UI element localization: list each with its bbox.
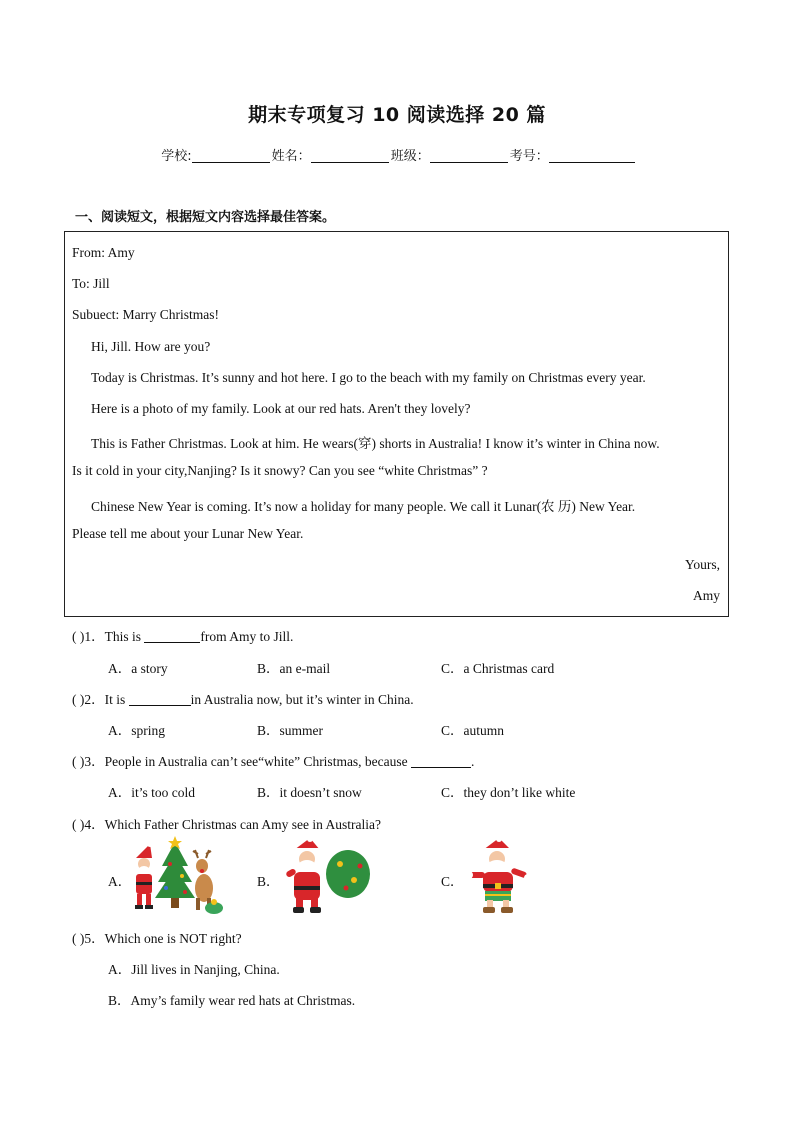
answer-paren[interactable]: ( ): [72, 817, 85, 832]
letter-from: From: Amy: [72, 245, 135, 260]
option-4a[interactable]: A．: [108, 874, 132, 889]
question-stem: 2．It is: [84, 692, 129, 707]
letter-paragraph-3: Here is a photo of my family. Look at our red hats. Aren't they lovely?: [91, 401, 471, 416]
name-field[interactable]: [311, 148, 389, 163]
option-3a[interactable]: A．it’s too cold: [108, 785, 195, 800]
option-3c[interactable]: C．they don’t like white: [441, 785, 576, 800]
reindeer-icon: [193, 850, 213, 910]
question-stem-end: in Australia now, but it’s winter in China.: [190, 692, 414, 707]
question-4: [72, 813, 381, 833]
letter-signature: Amy: [693, 588, 720, 603]
letter-paragraph-1: Hi, Jill. How are you?: [91, 339, 211, 354]
shorts-icon: [485, 891, 511, 901]
option-2b[interactable]: B．summer: [257, 723, 323, 738]
option-5b[interactable]: B．Amy’s family wear red hats at Christmas.: [108, 993, 356, 1008]
boots-icon: [483, 900, 513, 913]
exam-number-label: 考号：: [509, 149, 549, 164]
option-3b[interactable]: B．it doesn’t snow: [257, 785, 362, 800]
name-label: 姓名：: [271, 149, 311, 164]
santa-icon: [465, 836, 532, 892]
question-stem: 1．This is: [84, 629, 145, 644]
option-4b[interactable]: B．: [257, 874, 280, 889]
question-3: [72, 750, 474, 770]
question-stem: 3．People in Australia can’t see“white” Christmas, because: [84, 754, 412, 769]
letter-paragraph-5-line-1: Chinese New Year is coming. It’s now a holiday for many people. We call it Lunar(农 历) New Year.: [91, 499, 636, 514]
answer-blank: [129, 693, 191, 706]
class-label: 班级：: [390, 149, 430, 164]
option-1c[interactable]: C．a Christmas card: [441, 661, 555, 676]
option-1a[interactable]: A．a story: [108, 661, 168, 676]
letter-closing: Yours,: [684, 557, 720, 572]
option-5a[interactable]: A．Jill lives in Nanjing, China.: [108, 962, 280, 977]
answer-paren[interactable]: ( ): [72, 931, 85, 946]
option-2c[interactable]: C．autumn: [441, 723, 504, 738]
exam-number-field[interactable]: [549, 148, 635, 163]
santa-icon: [281, 836, 321, 913]
santa-in-shorts-picture[interactable]: [465, 836, 560, 916]
santa-with-tree-and-reindeer-picture[interactable]: [130, 836, 225, 916]
page-title: 期末专项复习 10 阅读选择 20 篇: [248, 104, 546, 126]
option-1b[interactable]: B．an e-mail: [257, 661, 331, 676]
answer-paren[interactable]: ( ): [72, 629, 85, 644]
answer-paren[interactable]: ( ): [72, 692, 85, 707]
question-5: [72, 927, 242, 947]
letter-box: [64, 231, 729, 617]
option-4c[interactable]: C．: [441, 874, 464, 889]
santa-with-sack-picture[interactable]: [280, 836, 375, 916]
gift-sack-icon: [326, 850, 370, 898]
letter-to: To: Jill: [72, 276, 110, 291]
santa-icon: [135, 841, 153, 909]
answer-blank: [144, 630, 200, 643]
question-2: [72, 688, 414, 708]
section-heading: 一、阅读短文，根据短文内容选择最佳答案。: [75, 210, 336, 225]
class-field[interactable]: [430, 148, 508, 163]
letter-paragraph-5-line-2: Please tell me about your Lunar New Year.: [72, 526, 304, 541]
letter-paragraph-4-line-1: This is Father Christmas. Look at him. He wears(穿) shorts in Australia! I know it’s winter in China now.: [91, 436, 660, 451]
student-info-line: [0, 145, 794, 164]
question-stem: 5．Which one is NOT right?: [84, 931, 242, 946]
letter-subject: Subuect: Marry Christmas!: [72, 307, 219, 322]
christmas-tree-icon: [155, 836, 195, 908]
answer-blank: [411, 755, 471, 768]
school-label: 学校:: [161, 149, 192, 164]
letter-paragraph-4-line-2: Is it cold in your city,Nanjing? Is it snowy? Can you see “white Christmas” ?: [72, 463, 488, 478]
question-stem-end: .: [471, 754, 475, 769]
question-stem: 4．Which Father Christmas can Amy see in Australia?: [84, 817, 381, 832]
school-field[interactable]: [192, 148, 270, 163]
option-2a[interactable]: A．spring: [108, 723, 165, 738]
question-1: [72, 625, 293, 645]
letter-paragraph-2: Today is Christmas. It’s sunny and hot here. I go to the beach with my family on Christmas every year.: [91, 370, 646, 385]
question-stem-end: from Amy to Jill.: [200, 629, 294, 644]
answer-paren[interactable]: ( ): [72, 754, 85, 769]
